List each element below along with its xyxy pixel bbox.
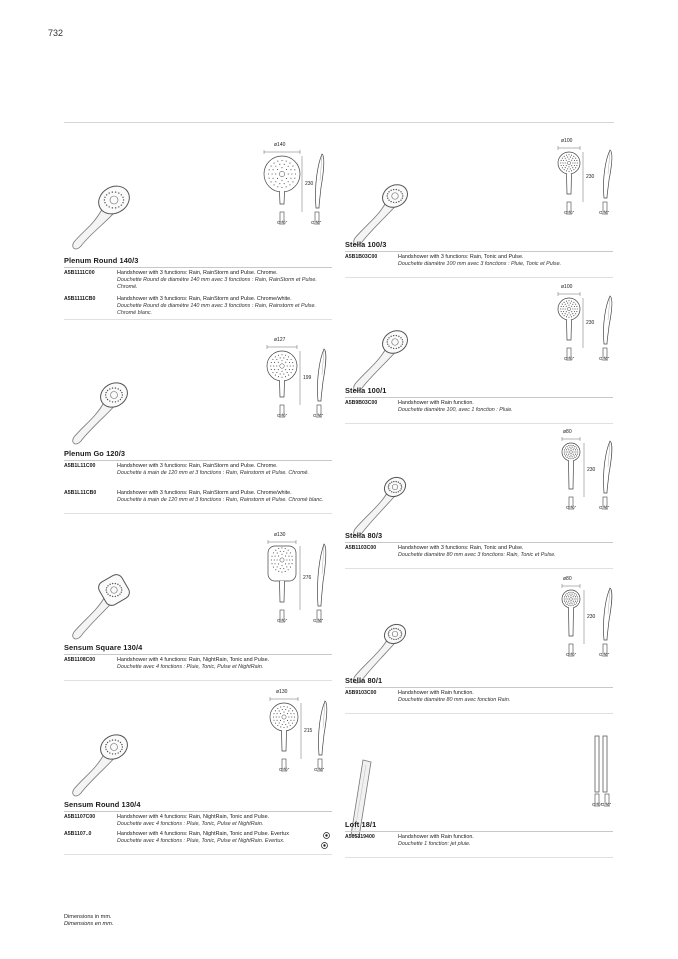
- product-description: [117, 831, 328, 845]
- description-fr: Douchette avec 4 fonctions : Pluie, Tonic, Pulse et NightRain. Evertux.: [117, 838, 285, 844]
- front-view: [265, 697, 303, 775]
- handshower-photo: [354, 621, 409, 683]
- height-dimension: 230: [587, 614, 596, 620]
- row-divider: [345, 857, 613, 858]
- side-view-drawing: [603, 736, 610, 806]
- description-fr: Douchette à main de 120 mm et 3 fonctions : Rain, Rainstorm et Pulse. Chromé.: [117, 470, 310, 476]
- description-fr: Douchette diamètre 100, avec 1 fonction : Pluie.: [398, 407, 513, 413]
- thread-label-front: G ½": [566, 505, 577, 510]
- thread-label-front: G ½": [277, 413, 288, 418]
- side-view: [312, 345, 328, 421]
- diameter-dimension: ø140: [274, 142, 286, 148]
- description-en: Handshower with 3 functions: Rain, RainStorm and Pulse. Chrome.: [117, 270, 278, 276]
- product-title: Plenum Go 120/3: [64, 449, 126, 458]
- description-fr: Douchette diamètre 80 mm avec fonction Rain.: [398, 697, 511, 703]
- description-en: Handshower with Rain function.: [398, 834, 474, 840]
- description-en: Handshower with Rain function.: [398, 400, 474, 406]
- title-divider: [345, 251, 613, 252]
- product-code: A5B1108C00: [64, 657, 96, 663]
- handshower-photo: [354, 180, 412, 245]
- row-divider: [345, 713, 613, 714]
- height-dimension: 276: [303, 575, 312, 581]
- product-code: A5B1111C00: [64, 270, 95, 276]
- thread-label-front: G ½": [564, 356, 575, 361]
- front-view: [262, 540, 302, 626]
- product-description: [398, 545, 609, 559]
- product-title: Loft 18/1: [345, 820, 377, 829]
- description-fr: Douchette diamètre 80 mm avec 3 fonctions: Rain, Tonic et Pulse.: [398, 552, 556, 558]
- front-view: [262, 345, 302, 421]
- side-view-drawing: [316, 544, 326, 622]
- thread-label-front: G ½": [277, 618, 288, 623]
- height-dimension: 215: [304, 728, 313, 734]
- side-view-drawing: [316, 349, 326, 417]
- product-code: A5B1B03C00: [345, 254, 378, 260]
- thread-label-side: G ½": [599, 210, 610, 215]
- description-fr: Douchette avec 4 fonctions : Pluie, Tonic, Pulse et NightRain.: [117, 664, 264, 670]
- product-title: Stella 80/1: [345, 676, 383, 685]
- description-fr: Douchette diamètre 100 mm avec 3 fonctions : Pluie, Tonic et Pulse.: [398, 261, 562, 267]
- row-divider: [64, 513, 332, 514]
- thread-label-front: G ½": [277, 220, 288, 225]
- product-photo: [64, 727, 144, 807]
- product-code: A5B9103C00: [345, 690, 377, 696]
- row-divider: [64, 854, 332, 855]
- description-en: Handshower with 3 functions: Rain, RainStorm and Pulse. Chrome/white.: [117, 296, 292, 302]
- title-divider: [345, 397, 613, 398]
- front-view: [553, 292, 585, 364]
- handshower-photo: [73, 572, 132, 639]
- description-fr: Douchette Round de diamètre 140 mm avec 3 fonctions : Rain, RainStorm et Pulse. Chromé.: [117, 277, 317, 290]
- product-description: [117, 270, 328, 291]
- product-description: [398, 834, 609, 848]
- description-fr: Douchette 1 fonction: jet pluie.: [398, 841, 471, 847]
- product-photo: [64, 375, 144, 455]
- title-divider: [64, 267, 332, 268]
- thread-label-front: G ½": [592, 802, 603, 807]
- side-view-drawing: [314, 154, 324, 224]
- front-view-drawing: [270, 697, 301, 771]
- row-divider: [64, 319, 332, 320]
- thread-label-front: G ½": [566, 652, 577, 657]
- thread-label-side: G ½": [313, 618, 324, 623]
- product-description: [398, 254, 609, 268]
- diameter-dimension: ø130: [274, 532, 286, 538]
- height-dimension: 230: [586, 320, 595, 326]
- product-description: [117, 814, 328, 828]
- title-divider: [64, 654, 332, 655]
- product-title: Sensum Round 130/4: [64, 800, 141, 809]
- height-dimension: 230: [305, 181, 314, 187]
- front-view: [556, 584, 586, 660]
- description-en: Handshower with 3 functions: Rain, Tonic and Pulse.: [398, 545, 524, 551]
- description-en: Handshower with 3 functions: Rain, RainStorm and Pulse. Chrome/white.: [117, 490, 292, 496]
- thread-label-side: G ½": [599, 356, 610, 361]
- row-divider: [64, 680, 332, 681]
- product-code: A5B1L11CB0: [64, 490, 97, 496]
- evertux-icon: [323, 832, 330, 839]
- front-view-drawing: [562, 437, 584, 509]
- description-en: Handshower with 4 functions: Rain, NightRain, Tonic and Pulse.: [117, 657, 270, 663]
- description-en: Handshower with 4 functions: Rain, NightRain, Tonic and Pulse. Evertux: [117, 831, 289, 837]
- title-divider: [64, 460, 332, 461]
- thread-label-front: G ½": [279, 767, 290, 772]
- page-number: 732: [48, 28, 64, 38]
- diameter-dimension: ø100: [561, 138, 573, 144]
- side-view-drawing: [602, 296, 612, 360]
- product-description: [398, 400, 609, 414]
- product-code: A5B1L11C00: [64, 463, 96, 469]
- product-description: [117, 296, 328, 317]
- thread-label-front: G ½": [564, 210, 575, 215]
- side-view: [598, 146, 614, 218]
- product-title: Stella 80/3: [345, 531, 383, 540]
- description-en: Handshower with 4 functions: Rain, NightRain, Tonic and Pulse.: [117, 814, 270, 820]
- product-code: A505319400: [345, 834, 375, 840]
- thread-label-side: G ½": [601, 802, 612, 807]
- handshower-photo: [354, 326, 412, 391]
- description-fr: Douchette Round de diamètre 140 mm avec 3 fonctions : Rain, Rainstorm et Pulse. Chromé blanc.: [117, 303, 316, 316]
- product-code: A5B1103C00: [345, 545, 377, 551]
- evertux-icon: [321, 842, 328, 849]
- product-title: Stella 100/3: [345, 240, 387, 249]
- title-divider: [345, 831, 613, 832]
- description-fr: Douchette à main de 120 mm et 3 fonctions : Rain, Rainstorm et Pulse. Chromé blanc.: [117, 497, 324, 503]
- diameter-dimension: ø127: [274, 337, 286, 343]
- description-en: Handshower with 3 functions: Rain, Tonic and Pulse.: [398, 254, 524, 260]
- product-photo: [64, 180, 144, 260]
- row-divider: [345, 423, 613, 424]
- description-en: Handshower with Rain function.: [398, 690, 474, 696]
- row-divider: [345, 277, 613, 278]
- product-title: Sensum Square 130/4: [64, 643, 143, 652]
- product-description: [117, 463, 328, 477]
- title-divider: [64, 811, 332, 812]
- front-view: [556, 437, 586, 513]
- side-view: [313, 697, 329, 775]
- thread-label-side: G ½": [314, 767, 325, 772]
- handshower-photo: [73, 730, 132, 796]
- footer-note-fr: Dimensions en mm.: [64, 921, 114, 927]
- side-view: [598, 584, 614, 660]
- product-description: [117, 490, 328, 504]
- front-view-drawing: [264, 150, 302, 224]
- thread-label-side: G ½": [311, 220, 322, 225]
- product-title: Plenum Round 140/3: [64, 256, 139, 265]
- height-dimension: 230: [586, 174, 595, 180]
- product-code: A5B1111CB0: [64, 296, 96, 302]
- diameter-dimension: ø80: [563, 576, 572, 582]
- row-divider: [345, 568, 613, 569]
- handshower-photo: [73, 378, 132, 444]
- side-view-drawing: [602, 441, 612, 509]
- side-view: [600, 730, 616, 810]
- top-divider: [64, 122, 614, 123]
- product-title: Stella 100/1: [345, 386, 387, 395]
- title-divider: [345, 542, 613, 543]
- front-view-drawing: [558, 292, 583, 360]
- description-fr: Douchette avec 4 fonctions : Pluie, Tonic, Pulse et NightRain.: [117, 821, 264, 827]
- side-view: [310, 150, 326, 228]
- product-code: A5B9B03C00: [345, 400, 378, 406]
- side-view-drawing: [317, 701, 327, 771]
- product-description: [398, 690, 609, 704]
- front-view-drawing: [558, 146, 583, 214]
- diameter-dimension: ø100: [561, 284, 573, 290]
- footer-note: [64, 914, 113, 928]
- product-description: [117, 657, 328, 671]
- diameter-dimension: ø80: [563, 429, 572, 435]
- height-dimension: 199: [303, 375, 312, 381]
- product-code: A5B1107C00: [64, 814, 96, 820]
- thread-label-side: G ½": [599, 505, 610, 510]
- front-view-drawing: [267, 345, 300, 417]
- handshower-photo: [73, 181, 135, 249]
- product-code: A5B1107..0: [64, 831, 92, 837]
- side-view-drawing: [602, 150, 612, 214]
- side-view: [598, 292, 614, 364]
- front-view: [553, 146, 585, 218]
- thread-label-side: G ½": [599, 652, 610, 657]
- handshower-photo: [354, 474, 409, 536]
- front-view: [260, 150, 304, 228]
- height-dimension: 230: [587, 467, 596, 473]
- front-view-drawing: [268, 540, 300, 622]
- product-photo: [64, 570, 144, 650]
- thread-label-side: G ½": [313, 413, 324, 418]
- title-divider: [345, 687, 613, 688]
- footer-note-en: Dimensions in mm.: [64, 914, 112, 920]
- side-view: [598, 437, 614, 513]
- description-en: Handshower with 3 functions: Rain, RainStorm and Pulse. Chrome.: [117, 463, 278, 469]
- front-view-drawing: [562, 584, 584, 656]
- side-view-drawing: [602, 588, 612, 656]
- side-view: [312, 540, 328, 626]
- diameter-dimension: ø130: [276, 689, 288, 695]
